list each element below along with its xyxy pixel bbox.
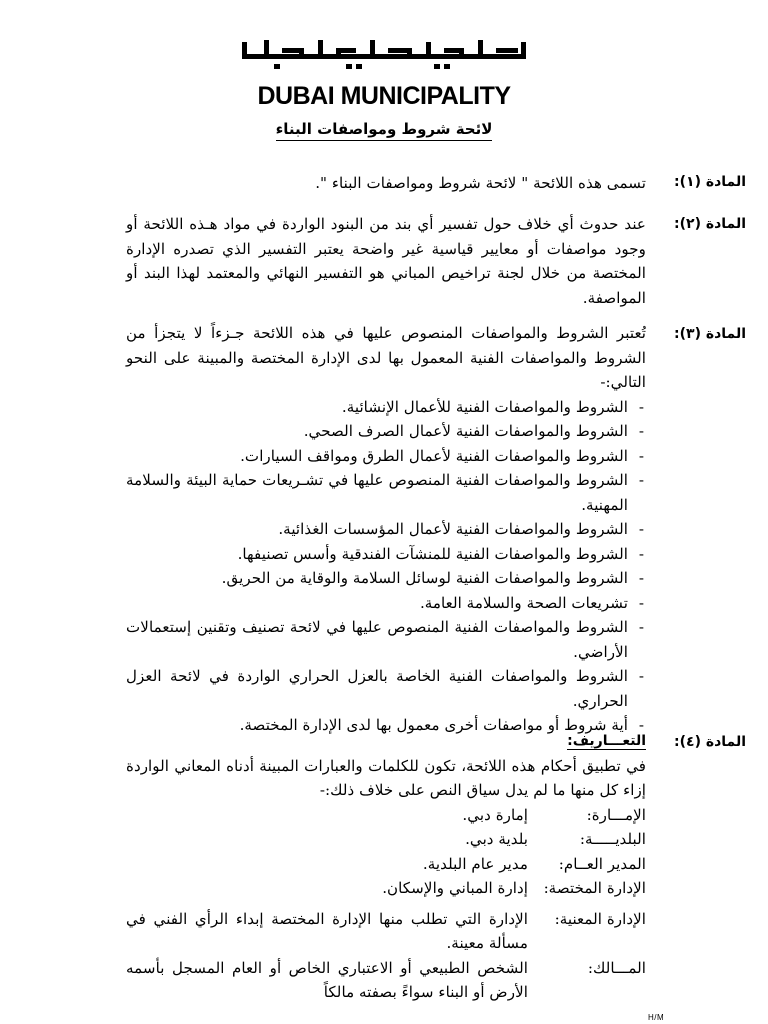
article-2-label: المادة (٢): xyxy=(674,216,746,232)
organization-name: DUBAI MUNICIPALITY xyxy=(257,82,511,110)
definition-value: مدير عام البلدية. xyxy=(422,854,528,873)
definition-term: الإدارة المعنية: xyxy=(554,909,646,928)
definition-term: الإمـــارة: xyxy=(586,805,646,824)
article-4-intro: في تطبيق أحكام هذه اللائحة، تكون للكلمات والعبارات المبينة أدناه المعاني الواردة إزاء كل منها ما لم يدل سياق النص على خلاف ذلك:- xyxy=(126,756,646,799)
list-item: - الشروط والمواصفات الفنية المنصوص عليها في لائحة تصنيف وتقنين إستعمالات الأراضي. xyxy=(126,615,646,664)
footer-code: H/M xyxy=(648,1013,665,1022)
definition-value: الإدارة التي تطلب منها الإدارة المختصة إبداء الرأي الفني في مسألة معينة. xyxy=(126,909,528,952)
article-2-text: عند حدوث أي خلاف حول تفسير أي بند من البنود الواردة في مواد هـذه اللائحة أو وجود مواصفات أو معايير قياسية غير واضحة يعتبر التفسير الذي تصدره الإدارة المختصة من خلال لجنة تراخيص المباني هو التفسير النهائي والمعتمد لهذا البند أو المواصفة. xyxy=(126,215,646,307)
list-item: - الشروط والمواصفات الفنية لأعمال المؤسسات الغذائية. xyxy=(126,517,646,542)
list-item: - الشروط والمواصفات الفنية للمنشآت الفندقية وأسس تصنيفها. xyxy=(126,542,646,567)
definition-row xyxy=(126,956,646,1005)
list-item: - الشروط والمواصفات الفنية لوسائل السلامة والوقاية من الحريق. xyxy=(126,566,646,591)
list-item: - الشروط والمواصفات الفنية المنصوص عليها في تشـريعات حماية البيئة والسلامة المهنية. xyxy=(126,468,646,517)
definition-term: المـــالك: xyxy=(587,958,646,977)
definition-row xyxy=(126,803,646,828)
definition-term: الإدارة المختصة: xyxy=(543,879,646,897)
dubai-municipality-logo-icon xyxy=(234,38,534,74)
definition-term: المدير العــام: xyxy=(558,854,646,873)
article-3-list xyxy=(126,395,646,738)
definition-row xyxy=(126,876,646,901)
definition-value: بلدية دبي. xyxy=(465,830,528,848)
article-4-body xyxy=(126,729,646,1005)
article-1-label: المادة (١): xyxy=(674,174,746,190)
list-item: - تشريعات الصحة والسلامة العامة. xyxy=(126,591,646,616)
definition-row xyxy=(126,827,646,852)
definition-row xyxy=(126,907,646,956)
list-item: - الشروط والمواصفات الفنية الخاصة بالعزل الحراري الواردة في لائحة العزل الحراري. xyxy=(126,664,646,713)
article-4-label: المادة (٤): xyxy=(674,734,746,750)
list-item: - الشروط والمواصفات الفنية لأعمال الصرف الصحي. xyxy=(126,419,646,444)
article-1-text: تسمى هذه اللائحة " لائحة شروط ومواصفات البناء ". xyxy=(315,174,646,192)
municipality-logo xyxy=(0,38,768,78)
article-3-intro: تُعتبر الشروط والمواصفات المنصوص عليها في هذه اللائحة جـزءاً لا يتجزأ من الشروط والمواصفات الفنية المعمول بها لدى الإدارة المختصة والمبينة على النحو التالي:- xyxy=(126,324,646,391)
list-item: - الشروط والمواصفات الفنية لأعمال الطرق ومواقف السيارات. xyxy=(126,444,646,469)
definitions-heading: التعـــاريف: xyxy=(567,733,646,749)
definition-value: إدارة المباني والإسكان. xyxy=(382,879,528,897)
definition-value: إمارة دبي. xyxy=(462,805,528,824)
list-item: - الشروط والمواصفات الفنية للأعمال الإنشائية. xyxy=(126,395,646,420)
article-3-label: المادة (٣): xyxy=(674,326,746,342)
definition-row xyxy=(126,852,646,877)
list-item: - أية شروط أو مواصفات أخرى معمول بها لدى الإدارة المختصة. xyxy=(126,713,646,738)
definition-term: البلديـــــة: xyxy=(579,830,646,848)
definition-value: الشخص الطبيعي أو الاعتباري الخاص أو العام المسجل بأسمه الأرض أو البناء سواءً بصفته مالكاً xyxy=(126,958,528,1001)
document-title: لائحة شروط ومواصفات البناء xyxy=(0,120,768,138)
article-3-body xyxy=(126,321,646,738)
